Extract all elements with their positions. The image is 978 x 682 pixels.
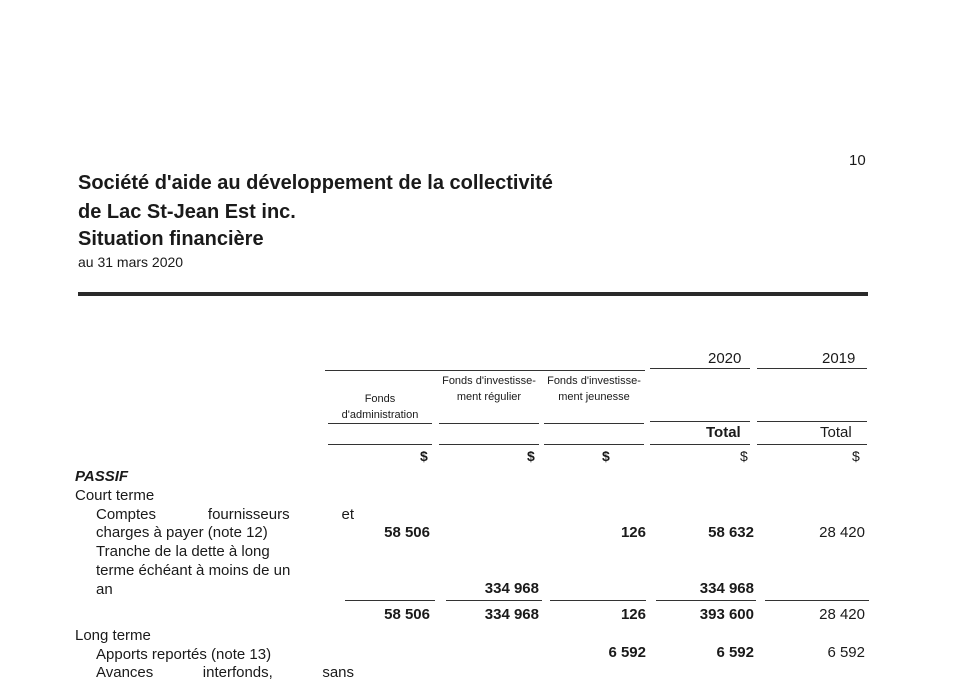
word-avances: Avances [96, 664, 154, 681]
col-rule-regulier [439, 423, 539, 424]
year-current-rule [650, 368, 750, 369]
cell-apports-total2020: 6 592 [716, 644, 754, 661]
group-rule [325, 370, 645, 371]
col-rule-admin [328, 423, 432, 424]
title-organization-line1: Société d'aide au développement de la collectivité [78, 172, 553, 194]
currency-total2020: $ [740, 448, 748, 464]
cell-comptes-total2019: 28 420 [819, 524, 865, 541]
subtotal-rule-jeunesse [550, 600, 646, 601]
cell-subtotal-total2020: 393 600 [699, 606, 754, 623]
word-et: et [341, 506, 354, 523]
cell-subtotal-total2019: 28 420 [819, 606, 865, 623]
cell-comptes-total2020: 58 632 [708, 524, 754, 541]
cell-subtotal-admin: 58 506 [384, 606, 430, 623]
col-rule-bottom-admin [328, 444, 432, 445]
row-tranche-label-line2: terme échéant à moins de un [96, 562, 291, 579]
col-header-admin: Fonds d'administration [341, 393, 419, 421]
currency-jeunesse: $ [602, 448, 610, 464]
cell-tranche-total2020: 334 968 [699, 580, 754, 597]
cell-comptes-admin: 58 506 [384, 524, 430, 541]
col-header-total-2020: Total [706, 424, 741, 441]
col-header-total-2019: Total [820, 424, 852, 441]
cell-subtotal-jeunesse: 126 [620, 606, 646, 623]
cell-apports-total2019: 6 592 [827, 644, 865, 661]
col-rule-bottom-jeunesse [544, 444, 644, 445]
word-fournisseurs: fournisseurs [207, 506, 290, 523]
year-previous-rule [757, 368, 867, 369]
cell-comptes-jeunesse: 126 [620, 524, 646, 541]
col-header-jeunesse: Fonds d'investisse-ment jeunesse [547, 375, 641, 403]
year-previous: 2019 [822, 350, 856, 367]
header-divider [78, 292, 868, 296]
title-date: au 31 mars 2020 [78, 254, 184, 270]
subtotal-rule-total2019 [765, 600, 869, 601]
subtotal-rule-regulier [446, 600, 542, 601]
row-tranche-label-line1: Tranche de la dette à long [96, 543, 270, 560]
currency-admin: $ [420, 448, 428, 464]
row-apports-label: Apports reportés (note 13) [96, 646, 272, 663]
subtotal-rule-total2020 [656, 600, 756, 601]
section-passif: PASSIF [75, 468, 129, 485]
cell-tranche-regulier: 334 968 [484, 580, 539, 597]
word-interfonds: interfonds, [202, 664, 273, 681]
label-court-terme: Court terme [75, 487, 155, 504]
label-long-terme: Long terme [75, 627, 151, 644]
page-number: 10 [849, 152, 866, 169]
cell-subtotal-regulier: 334 968 [484, 606, 539, 623]
row-comptes-label-line2: charges à payer (note 12) [96, 524, 268, 541]
col-rule-total2019-top [757, 421, 867, 422]
currency-regulier: $ [527, 448, 535, 464]
word-sans: sans [322, 664, 354, 681]
col-rule-bottom-total2019 [757, 444, 867, 445]
title-organization-line2: de Lac St-Jean Est inc. [78, 201, 296, 223]
col-header-regulier: Fonds d'investisse-ment régulier [442, 375, 536, 403]
title-statement: Situation financière [78, 228, 264, 250]
currency-total2019: $ [852, 448, 860, 464]
year-current: 2020 [708, 350, 742, 367]
cell-apports-jeunesse: 6 592 [608, 644, 646, 661]
col-rule-jeunesse [544, 423, 644, 424]
row-tranche-label-line3: an [96, 581, 113, 598]
row-comptes-label-line1 [96, 506, 354, 523]
col-rule-bottom-total2020 [650, 444, 750, 445]
row-avances-label [96, 664, 354, 681]
col-rule-bottom-regulier [439, 444, 539, 445]
subtotal-rule-admin [345, 600, 435, 601]
word-comptes: Comptes [96, 506, 157, 523]
col-rule-total2020-top [650, 421, 750, 422]
